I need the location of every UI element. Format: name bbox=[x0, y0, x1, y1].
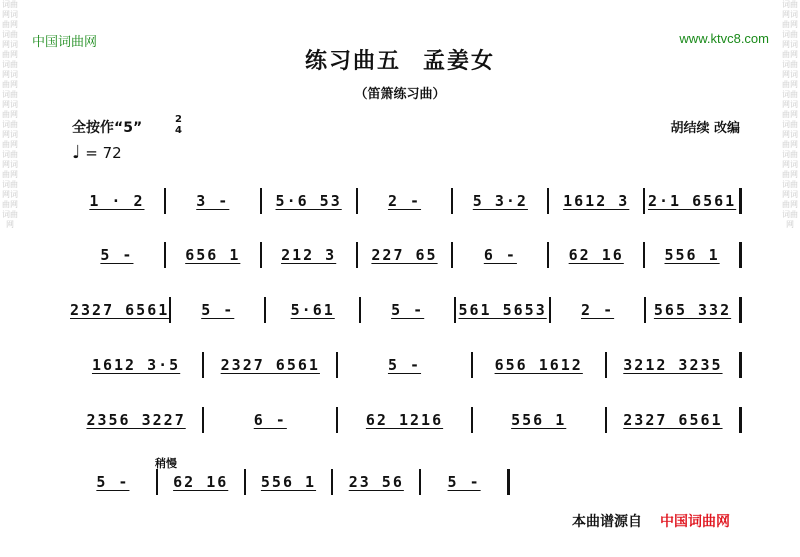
measure bbox=[607, 352, 742, 378]
measure-notes: 23 56 bbox=[348, 473, 404, 491]
score-line bbox=[70, 406, 742, 434]
measure-notes: 561 5653 bbox=[458, 301, 547, 319]
measure-notes: 2 - bbox=[581, 301, 615, 319]
measure bbox=[549, 188, 645, 214]
measure-notes: 565 332 bbox=[653, 301, 732, 319]
measure-notes: 3 - bbox=[196, 192, 230, 210]
measure bbox=[246, 469, 334, 495]
title-sub: 孟姜女 bbox=[423, 49, 496, 74]
measure-notes: 3212 3235 bbox=[623, 356, 723, 374]
measure bbox=[607, 407, 742, 433]
score-line bbox=[70, 296, 742, 324]
measure bbox=[166, 242, 262, 268]
measure-notes: 5 3·2 bbox=[472, 192, 528, 210]
expression-mark: 稍慢 bbox=[155, 457, 177, 470]
measure bbox=[473, 352, 607, 378]
measure-notes: 556 1 bbox=[664, 246, 720, 264]
time-bottom: 4 bbox=[175, 125, 182, 136]
measure-notes: 62 16 bbox=[173, 473, 229, 491]
measure bbox=[204, 352, 338, 378]
measure bbox=[338, 407, 472, 433]
measure-notes: 5 - bbox=[447, 473, 481, 491]
measure-notes: 62 1216 bbox=[365, 411, 444, 429]
measure-notes: 2327 6561 bbox=[220, 356, 320, 374]
source-credit bbox=[572, 511, 730, 531]
measure bbox=[549, 242, 645, 268]
measure-notes: 227 65 bbox=[371, 246, 438, 264]
measure-notes: 2356 3227 bbox=[86, 411, 186, 429]
measure-notes: 2 - bbox=[387, 192, 422, 210]
measure bbox=[473, 407, 607, 433]
measure-notes: 556 1 bbox=[260, 473, 317, 491]
measure bbox=[266, 297, 361, 323]
time-signature bbox=[175, 114, 182, 136]
measure bbox=[645, 188, 742, 214]
score-line bbox=[70, 351, 742, 379]
site-name[interactable]: 中国词曲网 bbox=[32, 35, 98, 50]
measure-notes: 62 16 bbox=[568, 246, 624, 264]
key-signature: 全按作“5” bbox=[72, 120, 143, 136]
measure-notes: 2327 6561 bbox=[70, 301, 170, 319]
measure-notes: 656 1612 bbox=[494, 356, 583, 374]
measure-notes: 5·61 bbox=[290, 301, 335, 319]
measure-notes: 212 3 bbox=[281, 246, 337, 264]
measure bbox=[158, 469, 246, 495]
measure-notes: 6 - bbox=[253, 411, 287, 429]
measure bbox=[262, 242, 358, 268]
measure-notes: 556 1 bbox=[511, 411, 567, 429]
measure-notes: 1612 3 bbox=[563, 192, 630, 210]
measure-notes: 2·1 6561 bbox=[647, 192, 737, 210]
measure-notes: 5 - bbox=[96, 473, 130, 491]
measure bbox=[453, 242, 549, 268]
measure bbox=[70, 352, 204, 378]
measure bbox=[171, 297, 266, 323]
quarter-note-icon: ♩ bbox=[72, 142, 81, 163]
score-subtitle: （笛箫练习曲） bbox=[354, 87, 446, 102]
score-line bbox=[70, 187, 742, 215]
watermark-right: 词曲网词曲网词曲网词曲网词曲网词曲网词曲网词曲网词曲网词曲网词曲网词曲网词曲网词曲网词曲网 bbox=[782, 0, 798, 229]
source-label: 本曲谱源自 bbox=[572, 514, 642, 530]
title-main: 练习曲五 bbox=[304, 49, 401, 74]
measure-notes: 5 - bbox=[391, 301, 425, 319]
measure bbox=[645, 242, 742, 268]
measure bbox=[361, 297, 456, 323]
arranger: 胡结续 改编 bbox=[670, 121, 740, 136]
measure bbox=[338, 352, 472, 378]
time-top: 2 bbox=[175, 114, 182, 125]
measure bbox=[421, 469, 510, 495]
measure bbox=[70, 242, 166, 268]
measure-notes: 6 - bbox=[483, 246, 517, 264]
measure-notes: 5 - bbox=[201, 301, 235, 319]
measure-notes: 5 - bbox=[100, 246, 134, 264]
measure bbox=[646, 297, 742, 323]
measure bbox=[333, 469, 421, 495]
measure bbox=[204, 407, 338, 433]
measure bbox=[358, 188, 454, 214]
source-brand[interactable]: 中国词曲网 bbox=[660, 514, 730, 530]
watermark-left: 词曲网词曲网词曲网词曲网词曲网词曲网词曲网词曲网词曲网词曲网词曲网词曲网词曲网词曲网词曲网 bbox=[2, 0, 18, 229]
measure bbox=[166, 188, 262, 214]
measure bbox=[453, 188, 549, 214]
tempo-value: = 72 bbox=[85, 144, 122, 162]
measure bbox=[70, 469, 158, 495]
measure bbox=[456, 297, 551, 323]
measure-notes: 5 - bbox=[387, 356, 422, 374]
site-url[interactable]: www.ktvc8.com bbox=[679, 31, 769, 46]
score-line bbox=[70, 241, 742, 269]
measure-notes: 2327 6561 bbox=[623, 411, 723, 429]
score-title bbox=[0, 44, 800, 75]
measure bbox=[551, 297, 646, 323]
measure bbox=[70, 297, 171, 323]
measure-notes: 1 · 2 bbox=[89, 192, 145, 210]
measure-notes: 5·6 53 bbox=[275, 192, 342, 210]
tempo-marking bbox=[72, 142, 122, 163]
measure bbox=[358, 242, 454, 268]
measure bbox=[70, 188, 166, 214]
measure bbox=[70, 407, 204, 433]
score-line bbox=[70, 468, 510, 496]
measure-notes: 1612 3·5 bbox=[91, 356, 181, 374]
measure-notes: 656 1 bbox=[185, 246, 241, 264]
measure bbox=[262, 188, 358, 214]
